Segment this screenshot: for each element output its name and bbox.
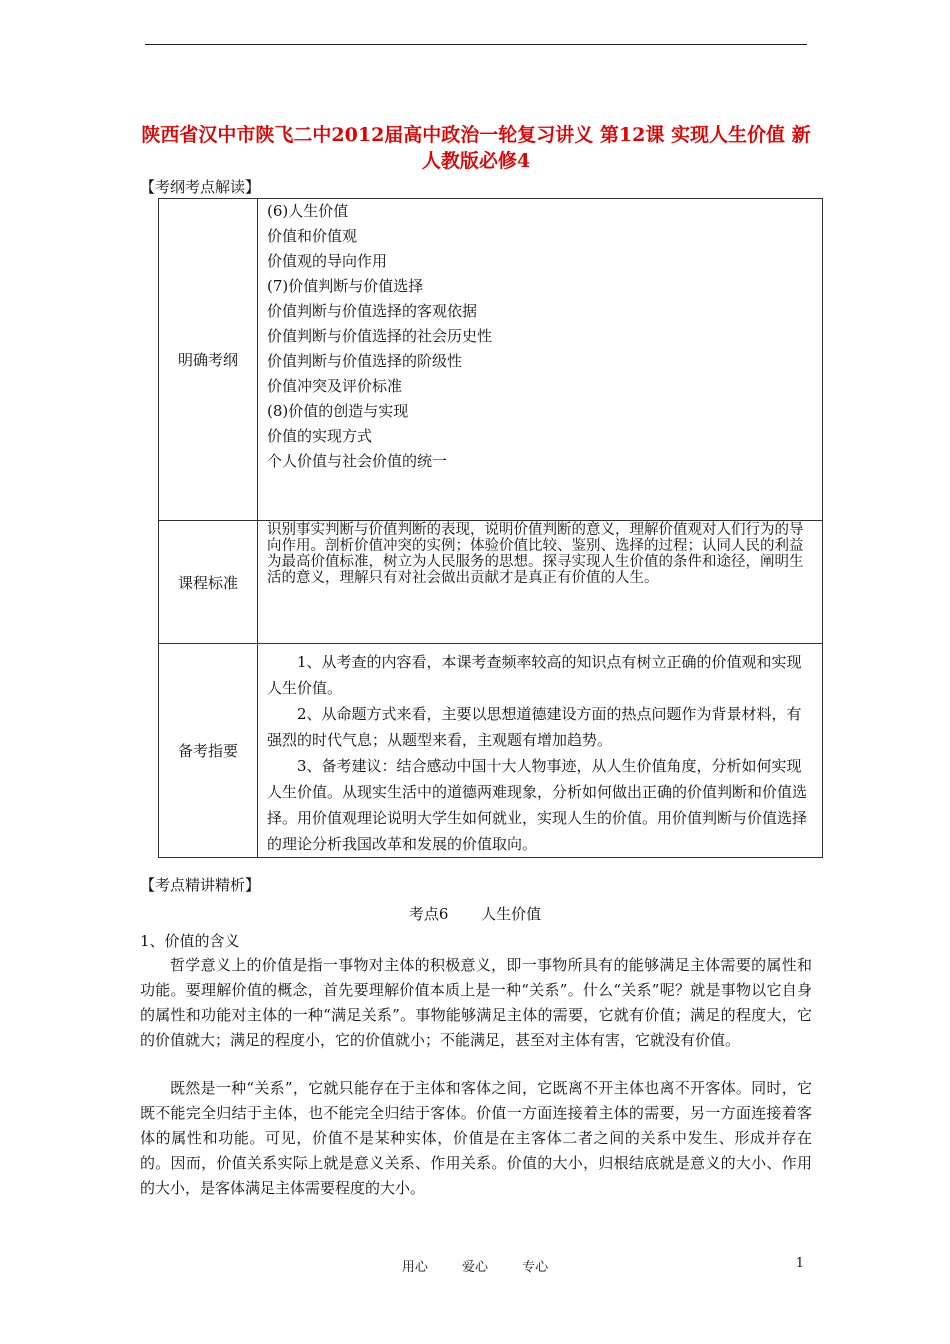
exam-outline-cell [258,199,823,521]
outline-line: 价值冲突及评价标准 [267,377,403,395]
point-number: 考点6 [408,905,449,923]
subheading: 1、价值的含义 [140,932,240,950]
outline-line: (7)价值判断与价值选择 [267,277,424,295]
page-footer [0,1256,950,1275]
outline-line: (8)价值的创造与实现 [267,402,409,420]
page-number: 1 [795,1256,804,1271]
outline-line: 个人价值与社会价值的统一 [267,452,448,470]
document-title: 陕西省汉中市陕飞二中2012届高中政治一轮复习讲义 第12课 实现人生价值 新人教版必修4 [141,124,811,172]
footer-motto: 爱心 [461,1260,488,1275]
outline-line: 价值的实现方式 [267,427,373,445]
outline-table [158,198,823,858]
curriculum-standard-cell [258,521,823,644]
exam-guide-paragraph: 3、备考建议：结合感动中国十大人物事迹，从人生价值角度，分析如何实现人生价值。从现实生活中的道德两难现象，分析如何做出正确的价值判断和价值选择。用价值观理论说明大学生如何就业，实现人生的价值。用价值判断与价值选择的理论分析我国改革和发展的价值取向。 [267,757,808,853]
outline-line: 价值判断与价值选择的客观依据 [267,302,478,320]
table-row [159,199,823,521]
footer-motto: 专心 [522,1260,549,1275]
outline-line: (6)人生价值 [267,202,349,220]
body-paragraph: 既然是一种“关系”，它就只能存在于主体和客体之间，它既离不开主体也离不开客体。同时，它既不能完全归结于主体，也不能完全归结于客体。价值一方面连接着主体的需要，另一方面连接着客体的属性和功能。可见，价值不是某种实体，价值是在主客体二者之间的关系中发生、形成并存在的。因而，价值关系实际上就是意义关系、作用关系。价值的大小，归根结底就是意义的大小、作用的大小，是客体满足主体需要程度的大小。 [140,1079,812,1197]
row-head-exam-outline: 明确考纲 [159,199,258,521]
outline-line: 价值和价值观 [267,227,358,245]
section-label-outline: 【考纲考点解读】 [140,178,261,196]
row-head-exam-guide: 备考指要 [159,644,258,858]
point-name: 人生价值 [481,905,542,923]
outline-line: 价值判断与价值选择的阶级性 [267,352,463,370]
exam-guide-paragraph: 2、从命题方式来看，主要以思想道德建设方面的热点问题作为背景材料，有强烈的时代气息；从题型来看，主观题有增加趋势。 [267,705,802,749]
curriculum-standard-text: 识别事实判断与价值判断的表现，说明价值判断的意义，理解价值观对人们行为的导向作用。剖析价值冲突的实例；体验价值比较、鉴别、选择的过程；认同人民的利益为最高价值标准，树立为人民服务的思想。探寻实现人生价值的条件和途径，阐明生活的意义，理解只有对社会做出贡献才是真正有价值的人生。 [267,522,804,586]
body-paragraph: 哲学意义上的价值是指一事物对主体的积极意义，即一事物所具有的能够满足主体需要的属性和功能。要理解价值的概念，首先要理解价值本质上是一种“关系”。什么“关系”呢？就是事物以它自身的属性和功能对主体的一种“满足关系”。事物能够满足主体的需要，它就有价值；满足的程度大，它的价值就大；满足的程度小，它的价值就小；不能满足，甚至对主体有害，它就没有价值。 [140,956,812,1049]
row-head-curriculum-standard: 课程标准 [159,521,258,644]
footer-motto: 用心 [401,1260,428,1275]
table-row [159,521,823,644]
table-row [159,644,823,858]
exam-guide-cell [258,644,823,858]
section-label-analysis: 【考点精讲精析】 [140,876,261,894]
outline-line: 价值判断与价值选择的社会历史性 [267,327,493,345]
point-title [0,903,950,924]
exam-guide-paragraph: 1、从考查的内容看，本课考查频率较高的知识点有树立正确的价值观和实现人生价值。 [267,653,802,697]
header-rule [145,44,807,45]
outline-line: 价值观的导向作用 [267,252,388,270]
